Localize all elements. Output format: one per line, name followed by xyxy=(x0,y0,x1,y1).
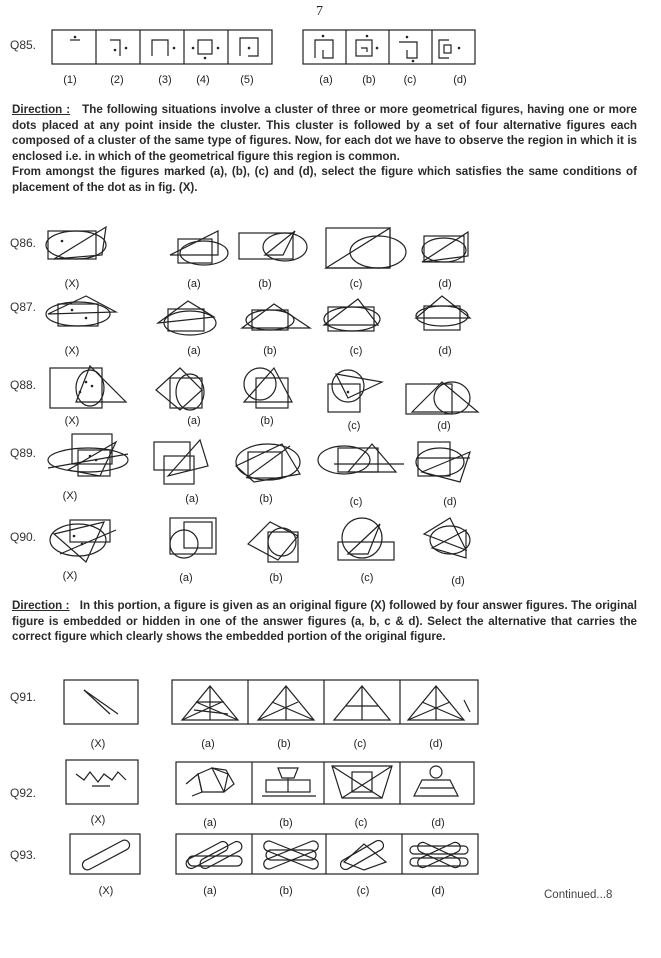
figure-label: (a) xyxy=(187,345,201,357)
figure-label: (c) xyxy=(360,572,374,584)
q90-figure-x xyxy=(46,510,126,570)
figure-label: (a) xyxy=(185,493,199,505)
figure-label: (c) xyxy=(403,74,417,86)
figure-label: (d) xyxy=(431,885,445,897)
figure-label: (d) xyxy=(431,817,445,829)
figure-label: (a) xyxy=(187,415,201,427)
q89-figure-a xyxy=(148,436,228,491)
question-number: Q85. xyxy=(10,38,37,52)
q86-figure-d xyxy=(418,228,488,273)
direction-heading: Direction : xyxy=(12,599,70,612)
q92-answer-figures xyxy=(176,762,476,812)
figure-label: (X) xyxy=(62,490,78,502)
direction-paragraph-1 xyxy=(12,102,637,195)
q87-figure-a xyxy=(152,295,232,345)
continued-note: Continued...8 xyxy=(544,889,613,901)
direction-paragraph-2 xyxy=(12,598,637,645)
q89-figure-c xyxy=(314,436,409,491)
q87-figure-c xyxy=(318,295,398,345)
direction-heading: Direction : xyxy=(12,103,71,116)
figure-label: (a) xyxy=(187,278,201,290)
figure-label: (d) xyxy=(443,496,457,508)
figure-label: (a) xyxy=(319,74,333,86)
q89-figure-x xyxy=(38,430,138,485)
q93-figure-x xyxy=(70,834,150,879)
q88-figure-x xyxy=(46,362,136,412)
direction-text: The following situations involve a cluster of three or more geometrical figures, having one or more dots placed at any point inside the cluster. This cluster is followed by a set of four alternative figures each composed of a cluster of the same type of figures. Now, for each dot we have to observe the region in which it is enclosed i.e. in which of the geometrical figure this region is common. xyxy=(12,103,638,163)
figure-label: (a) xyxy=(179,572,193,584)
page-number: 7 xyxy=(316,4,323,19)
figure-label: (b) xyxy=(279,817,293,829)
q91-answer-figures xyxy=(172,680,482,730)
q87-figure-x xyxy=(36,290,126,340)
figure-label: (X) xyxy=(90,738,106,750)
figure-label: (2) xyxy=(110,74,124,86)
figure-label: (c) xyxy=(349,345,363,357)
q85-problem-figures xyxy=(52,28,282,68)
figure-label: (b) xyxy=(277,738,291,750)
q89-figure-b xyxy=(230,438,310,493)
q88-figure-a xyxy=(150,362,230,417)
direction-text: From amongst the figures marked (a), (b), (c) and (d), select the figure which satisfies the same conditions of placement of the dot as in fig. (X). xyxy=(12,165,637,194)
figure-label: (b) xyxy=(362,74,376,86)
figure-label: (b) xyxy=(263,345,277,357)
q90-figure-d xyxy=(416,514,486,569)
figure-label: (X) xyxy=(62,570,78,582)
figure-label: (b) xyxy=(258,278,272,290)
question-number: Q88. xyxy=(10,378,37,392)
figure-label: (d) xyxy=(451,575,465,587)
q89-figure-d xyxy=(410,436,490,491)
q93-answer-figures xyxy=(176,834,481,879)
q88-figure-d xyxy=(402,376,482,421)
q87-figure-b xyxy=(238,298,318,343)
question-number: Q87. xyxy=(10,300,37,314)
figure-label: (X) xyxy=(64,345,80,357)
question-number: Q91. xyxy=(10,690,37,704)
direction-text: In this portion, a figure is given as an original figure (X) followed by four answer figures. The original figure is embedded or hidden in one of the answer figures (a, b, c & d). Select the alternative that carries the correct figure which clearly shows the embedded portion of the original figure. xyxy=(12,599,637,643)
figure-label: (c) xyxy=(349,278,363,290)
q90-figure-b xyxy=(240,514,320,569)
figure-label: (d) xyxy=(453,74,467,86)
figure-label: (c) xyxy=(347,420,361,432)
figure-label: (3) xyxy=(158,74,172,86)
q92-figure-x xyxy=(66,760,146,810)
q90-figure-a xyxy=(162,514,232,564)
figure-label: (a) xyxy=(203,885,217,897)
figure-label: (X) xyxy=(64,415,80,427)
figure-label: (c) xyxy=(349,496,363,508)
figure-label: (b) xyxy=(269,572,283,584)
figure-label: (4) xyxy=(196,74,210,86)
figure-label: (a) xyxy=(203,817,217,829)
figure-label: (c) xyxy=(353,738,367,750)
figure-label: (X) xyxy=(90,814,106,826)
q85-answer-figures xyxy=(303,28,483,68)
figure-label: (c) xyxy=(356,885,370,897)
q91-figure-x xyxy=(64,680,144,730)
figure-label: (b) xyxy=(279,885,293,897)
q87-figure-d xyxy=(410,292,480,342)
figure-label: (d) xyxy=(437,420,451,432)
question-number: Q89. xyxy=(10,446,37,460)
figure-label: (d) xyxy=(438,345,452,357)
q86-figure-c xyxy=(320,220,410,275)
figure-label: (X) xyxy=(64,278,80,290)
question-number: Q93. xyxy=(10,848,37,862)
figure-label: (b) xyxy=(260,415,274,427)
figure-label: (a) xyxy=(201,738,215,750)
figure-label: (d) xyxy=(429,738,443,750)
figure-label: (5) xyxy=(240,74,254,86)
figure-label: (c) xyxy=(354,817,368,829)
q88-figure-c xyxy=(322,368,402,418)
figure-label: (d) xyxy=(438,278,452,290)
question-number: Q90. xyxy=(10,530,37,544)
q90-figure-c xyxy=(326,514,406,569)
question-number: Q92. xyxy=(10,786,37,800)
q86-figure-a xyxy=(160,225,240,270)
q86-figure-b xyxy=(235,225,315,270)
q86-figure-x xyxy=(40,225,120,270)
figure-label: (b) xyxy=(259,493,273,505)
question-number: Q86. xyxy=(10,236,37,250)
figure-label: (1) xyxy=(63,74,77,86)
figure-label: (X) xyxy=(98,885,114,897)
q88-figure-b xyxy=(236,364,316,414)
